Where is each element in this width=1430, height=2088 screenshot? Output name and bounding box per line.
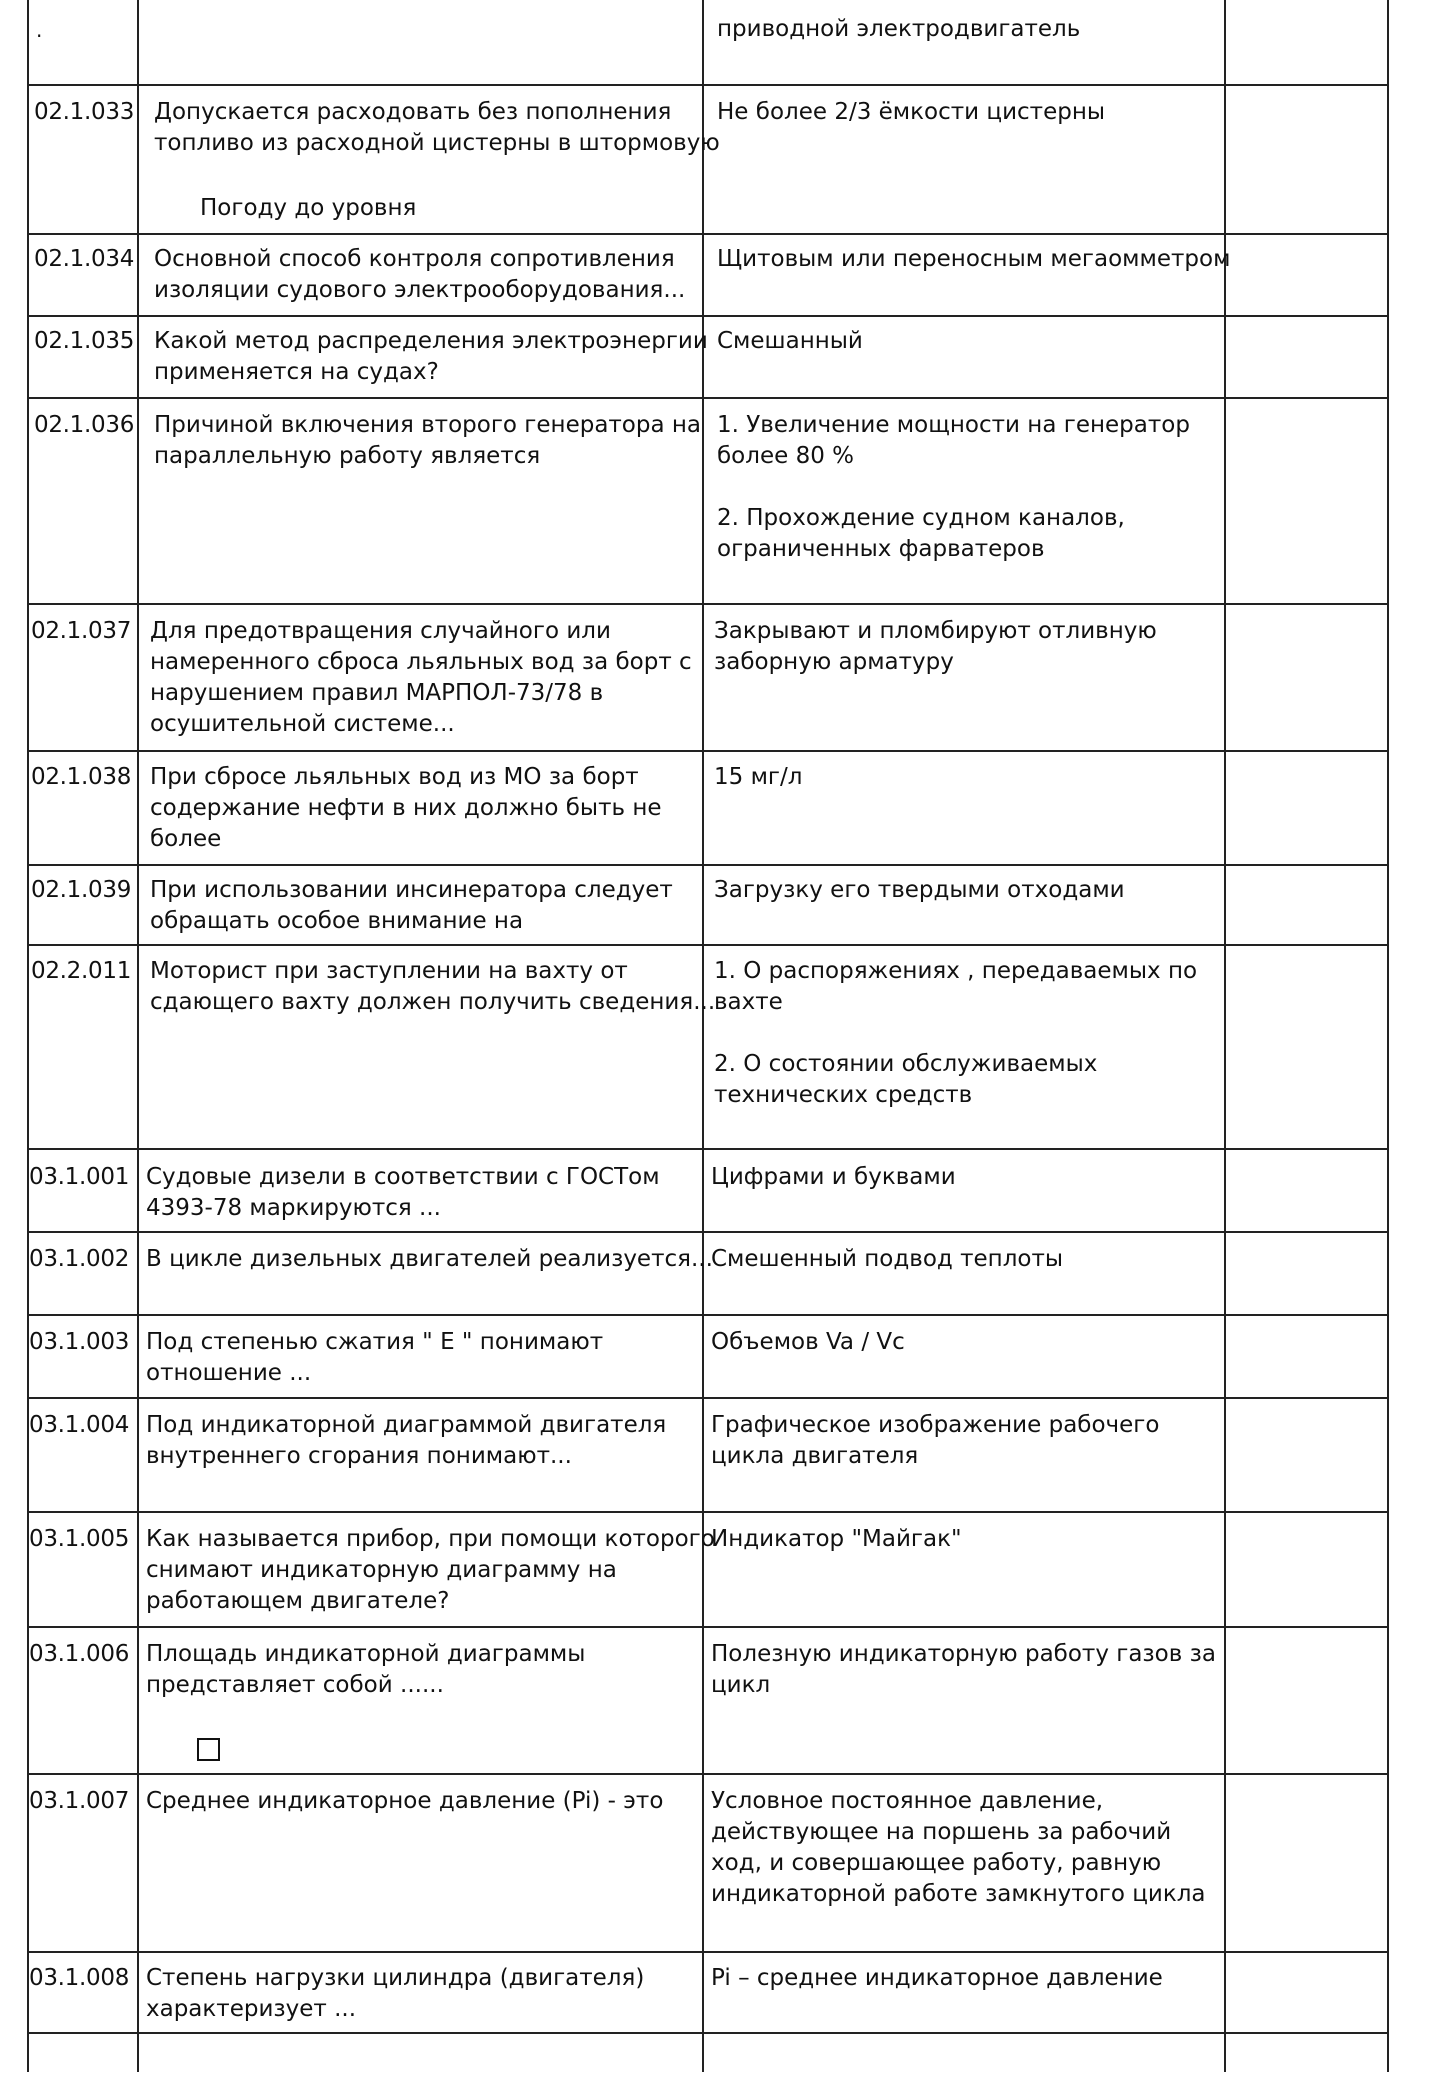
- answer-text: Цифрами и буквами: [711, 1164, 956, 1190]
- question-cell: [146, 1786, 663, 1817]
- answer-text: Условное постоянное давление, действующее на поршень за рабочий ход, и совершающее работу, равную индикаторной работе замкнутого цикла: [711, 1788, 1206, 1907]
- question-code: 02.1.035: [34, 328, 135, 354]
- answer-text: Загрузку его твердыми отходами: [714, 877, 1125, 903]
- question-text: Под степенью сжатия " Е " понимают отношение ...: [146, 1329, 604, 1386]
- question-code: 02.1.037: [31, 618, 132, 644]
- question-cell: [146, 1327, 603, 1389]
- row-border: [27, 2032, 1389, 2034]
- question-text: Под индикаторной диаграммой двигателя внутреннего сгорания понимают...: [146, 1412, 667, 1469]
- answer-text: Смешенный подвод теплоты: [711, 1246, 1064, 1272]
- row-border: [27, 233, 1389, 235]
- question-cell: [146, 1162, 660, 1224]
- row-border: [27, 1314, 1389, 1316]
- answer-cell: [711, 1524, 962, 1555]
- question-text: Судовые дизели в соответствии с ГОСТом 4393-78 маркируются ...: [146, 1164, 660, 1221]
- question-text: Среднее индикаторное давление (Pi) - это: [146, 1788, 664, 1814]
- question-text: Степень нагрузки цилиндра (двигателя) характеризует ...: [146, 1965, 645, 2022]
- row-border: [27, 84, 1389, 86]
- question-code: 03.1.008: [29, 1965, 130, 1991]
- question-cell: [146, 1410, 666, 1472]
- question-text: Площадь индикаторной диаграммы представляет собой ......: [146, 1641, 586, 1698]
- answer-cell: [714, 762, 802, 793]
- question-text: При использовании инсинератора следует обращать особое внимание на: [150, 877, 673, 934]
- question-code: 02.1.034: [34, 246, 135, 272]
- table-border-left: [27, 0, 29, 2072]
- answer-text: Графическое изображение рабочего цикла двигателя: [711, 1412, 1160, 1469]
- question-cell: [154, 326, 708, 388]
- question-text: Для предотвращения случайного или намеренного сброса льяльных вод за борт с нарушением правил МАРПОЛ-73/78 в осушительной системе...: [150, 618, 692, 737]
- question-cell: [150, 875, 673, 937]
- row-border: [27, 603, 1389, 605]
- question-code: 03.1.005: [29, 1526, 130, 1552]
- question-text: Какой метод распределения электроэнергии применяется на судах?: [154, 328, 708, 385]
- question-cell: [150, 956, 715, 1018]
- row-border: [27, 1511, 1389, 1513]
- row-border: [27, 1397, 1389, 1399]
- answer-cell: [717, 97, 1105, 128]
- answer-item: 2. Прохождение судном каналов, ограниченных фарватеров: [717, 505, 1125, 562]
- question-cell: [150, 616, 692, 740]
- answer-item: 1. О распоряжениях , передаваемых по вахте: [714, 958, 1198, 1015]
- question-text: Причиной включения второго генератора на параллельную работу является: [154, 412, 702, 469]
- question-cell: [154, 244, 685, 306]
- question-text: Допускается расходовать без пополнения топливо из расходной цистерны в штормовую: [154, 99, 720, 156]
- row-border: [27, 1626, 1389, 1628]
- answer-item: 2. О состоянии обслуживаемых технических средств: [714, 1051, 1098, 1108]
- question-code: 03.1.006: [29, 1641, 130, 1667]
- question-cell: [150, 762, 662, 855]
- answer-cell: [711, 1963, 1163, 1994]
- answer-cell: [711, 1639, 1216, 1701]
- question-code: 02.1.036: [34, 412, 135, 438]
- answer-cell: [711, 1244, 1063, 1275]
- answer-text: Закрывают и пломбируют отливную заборную арматуру: [714, 618, 1157, 675]
- row-border: [27, 1231, 1389, 1233]
- answer-text: Щитовым или переносным мегаомметром: [717, 246, 1231, 272]
- question-code: 03.1.004: [29, 1412, 130, 1438]
- question-code: 02.1.033: [34, 99, 135, 125]
- question-code: 02.2.011: [31, 958, 132, 984]
- answer-text: Полезную индикаторную работу газов за цикл: [711, 1641, 1216, 1698]
- row-border: [27, 315, 1389, 317]
- table-border-col1: [137, 0, 139, 2072]
- question-code: 03.1.003: [29, 1329, 130, 1355]
- answer-cell: [717, 410, 1190, 565]
- answer-item: 1. Увеличение мощности на генератор более 80 %: [717, 412, 1190, 469]
- answer-text: Объемов Va / Vc: [711, 1329, 905, 1355]
- question-continuation: Погоду до уровня: [200, 195, 417, 221]
- question-cell: [146, 1639, 585, 1701]
- answer-text: Не более 2/3 ёмкости цистерны: [717, 99, 1106, 125]
- question-code: 03.1.002: [29, 1246, 130, 1272]
- row-border: [27, 397, 1389, 399]
- answer-text: приводной электродвигатель: [717, 16, 1081, 42]
- question-text: Моторист при заступлении на вахту от сдающего вахту должен получить сведения...: [150, 958, 716, 1015]
- row-border: [27, 1773, 1389, 1775]
- question-text: В цикле дизельных двигателей реализуется...: [146, 1246, 713, 1272]
- row-border: [27, 1148, 1389, 1150]
- table-border-right: [1387, 0, 1389, 2072]
- checkbox-icon[interactable]: [197, 1738, 220, 1761]
- answer-text: Pi – среднее индикаторное давление: [711, 1965, 1163, 1991]
- question-code: 02.1.039: [31, 877, 132, 903]
- answer-cell: [711, 1786, 1206, 1910]
- answer-cell: [717, 244, 1230, 275]
- question-cell: [146, 1963, 644, 2025]
- row-border: [27, 944, 1389, 946]
- answer-text: Смешанный: [717, 328, 863, 354]
- table-border-col2: [702, 0, 704, 2072]
- question-text: Как называется прибор, при помощи которого снимают индикаторную диаграмму на работающем двигателе?: [146, 1526, 715, 1614]
- question-cell: [146, 1524, 715, 1617]
- answer-cell: [714, 616, 1157, 678]
- question-text: При сбросе льяльных вод из МО за борт содержание нефти в них должно быть не более: [150, 764, 662, 852]
- question-cell: [154, 97, 720, 224]
- answer-cell: [717, 14, 1080, 45]
- answer-cell: [714, 875, 1125, 906]
- row-border: [27, 1951, 1389, 1953]
- answer-cell: [717, 326, 863, 357]
- row-border: [27, 864, 1389, 866]
- dot-mark: ·: [36, 24, 43, 48]
- answer-cell: [711, 1327, 905, 1358]
- question-cell: [154, 410, 701, 472]
- question-code: 03.1.007: [29, 1788, 130, 1814]
- table-border-col3: [1224, 0, 1226, 2072]
- question-text: Основной способ контроля сопротивления изоляции судового электрооборудования...: [154, 246, 686, 303]
- question-code: 03.1.001: [29, 1164, 130, 1190]
- row-border: [27, 750, 1389, 752]
- page-bottom-margin: [0, 2060, 1430, 2088]
- answer-text: 15 мг/л: [714, 764, 803, 790]
- question-code: 02.1.038: [31, 764, 132, 790]
- answer-text: Индикатор "Майгак": [711, 1526, 962, 1552]
- answer-cell: [711, 1162, 956, 1193]
- answer-cell: [711, 1410, 1159, 1472]
- question-cell: [146, 1244, 713, 1275]
- answer-cell: [714, 956, 1197, 1111]
